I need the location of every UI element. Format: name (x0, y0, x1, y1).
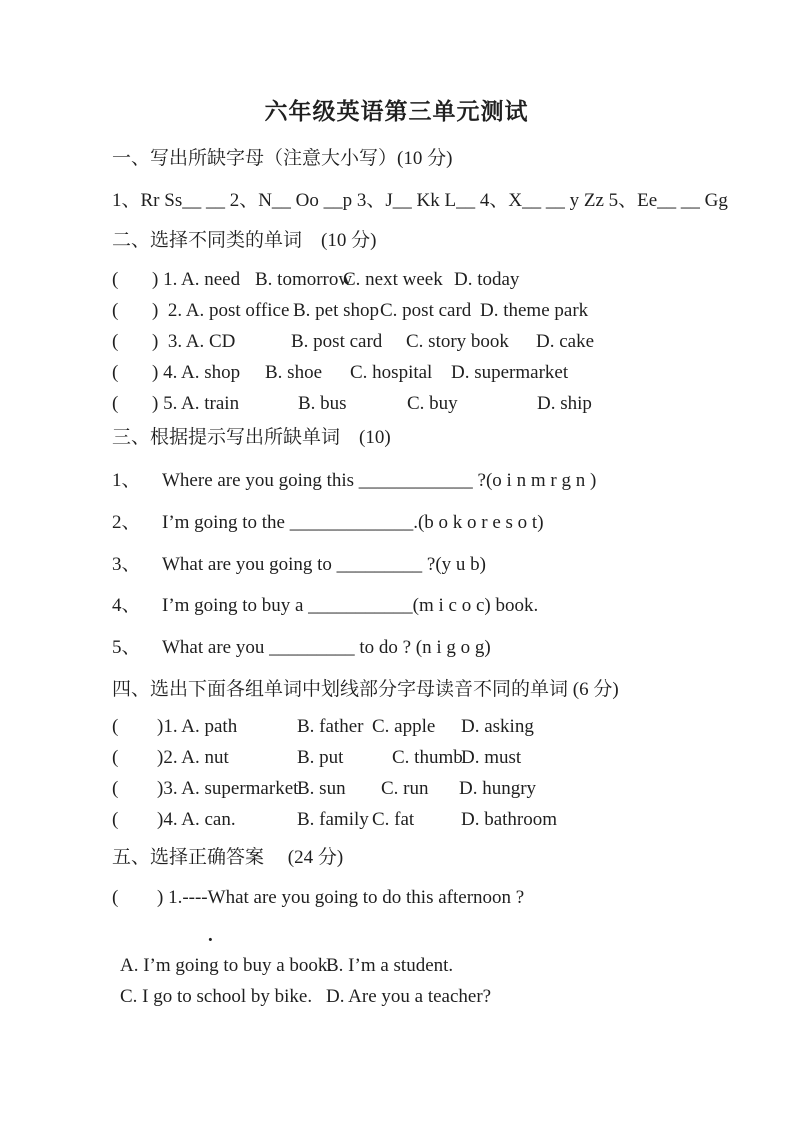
section-2-question-row (112, 299, 752, 323)
option-c: C. next week (343, 269, 443, 290)
option-d: D. Are you a teacher? (326, 986, 492, 1007)
answer-bracket: ( (112, 331, 119, 352)
item-number: 1、 (112, 470, 141, 491)
answer-bracket: ( (112, 362, 119, 383)
section-4-question-row (112, 715, 752, 739)
section-3-item (112, 469, 752, 493)
question-label: ) 1. A. need (152, 269, 241, 290)
answer-bracket: ( (112, 269, 119, 290)
option-d: D. asking (461, 716, 534, 737)
option-c: C. apple (372, 716, 436, 737)
option-d: D. theme park (480, 300, 589, 321)
question-label: )3. A. supermarket (157, 778, 299, 799)
option-b: B. family (297, 809, 369, 830)
item-number: 3、 (112, 554, 141, 575)
option-d: D. hungry (459, 778, 537, 799)
section-3-item (112, 511, 752, 535)
question-label: )2. A. nut (157, 747, 229, 768)
stray-dot: . (208, 925, 213, 946)
option-c: C. hospital (350, 362, 433, 383)
answer-bracket: ( (112, 887, 119, 908)
option-c: C. thumb (392, 747, 463, 768)
option-b: B. father (297, 716, 364, 737)
answer-bracket: ( (112, 747, 119, 768)
option-b: B. bus (298, 393, 347, 414)
option-b: B. tomorrow (255, 269, 353, 290)
question-label: )1. A. path (157, 716, 238, 737)
answer-bracket: ( (112, 393, 119, 414)
section-2-question-row (112, 268, 752, 292)
section-3-item (112, 553, 752, 577)
item-text: What are you _________ to do ? (n i g o g) (162, 637, 491, 658)
option-c: C. run (381, 778, 429, 799)
option-c: C. post card (380, 300, 472, 321)
section-4-question-row (112, 777, 752, 801)
question-label: ) 4. A. shop (152, 362, 241, 383)
question-label: ) 3. A. CD (152, 331, 236, 352)
item-number: 2、 (112, 512, 141, 533)
section-2-heading: 二、选择不同类的单词 (10 分) (112, 230, 377, 251)
option-a: A. I’m going to buy a book. (120, 955, 333, 976)
item-number: 5、 (112, 637, 141, 658)
section-2-question-row (112, 361, 752, 385)
page-title: 六年级英语第三单元测试 (264, 99, 529, 124)
answer-bracket: ( (112, 809, 119, 830)
section-4-question-row (112, 808, 752, 832)
option-d: D. must (461, 747, 522, 768)
answer-bracket: ( (112, 300, 119, 321)
section-4-heading: 四、选出下面各组单词中划线部分字母读音不同的单词 (6 分) (112, 679, 619, 700)
section-3-item (112, 636, 752, 660)
section-3-heading: 三、根据提示写出所缺单词 (10) (112, 427, 391, 448)
option-c: C. fat (372, 809, 415, 830)
section-2-question-row (112, 330, 752, 354)
answer-bracket: ( (112, 778, 119, 799)
option-c: C. buy (407, 393, 458, 414)
question-label: ) 1.----What are you going to do this afternoon ? (157, 887, 525, 908)
question-label: ) 5. A. train (152, 393, 240, 414)
section-3-item (112, 594, 752, 618)
option-b: B. put (297, 747, 344, 768)
option-d: D. supermarket (451, 362, 569, 383)
stray-dot-line (112, 924, 752, 948)
section-1-fill-letters-line: 1、Rr Ss__ __ 2、N__ Oo __p 3、J__ Kk L__ 4、X__ __ y Zz 5、Ee__ __ Gg (112, 190, 728, 211)
question-label: ) 2. A. post office (152, 300, 290, 321)
section-5-question-row (112, 886, 752, 910)
option-d: D. bathroom (461, 809, 558, 830)
item-text: Where are you going this ____________ ?(o i n m r g n ) (162, 470, 597, 491)
option-b: B. post card (291, 331, 383, 352)
option-b: B. shoe (265, 362, 322, 383)
option-c: C. story book (406, 331, 509, 352)
option-b: B. sun (297, 778, 346, 799)
question-label: )4. A. can. (157, 809, 236, 830)
item-number: 4、 (112, 595, 141, 616)
option-b: B. pet shop (293, 300, 380, 321)
section-1-heading: 一、写出所缺字母（注意大小写）(10 分) (112, 148, 453, 169)
item-text: I’m going to buy a ___________(m i c o c) book. (162, 595, 539, 616)
section-5-heading: 五、选择正确答案 (24 分) (112, 847, 344, 868)
section-2-question-row (112, 392, 752, 416)
section-5-options-row (112, 954, 752, 978)
item-text: I’m going to the _____________.(b o k o r e s o t) (162, 512, 544, 533)
section-4-question-row (112, 746, 752, 770)
option-c: C. I go to school by bike. (120, 986, 313, 1007)
section-5-options-row (112, 985, 752, 1009)
item-text: What are you going to _________ ?(y u b) (162, 554, 486, 575)
option-d: D. today (454, 269, 520, 290)
option-d: D. cake (536, 331, 595, 352)
option-d: D. ship (537, 393, 592, 414)
option-b: B. I’m a student. (326, 955, 454, 976)
answer-bracket: ( (112, 716, 119, 737)
